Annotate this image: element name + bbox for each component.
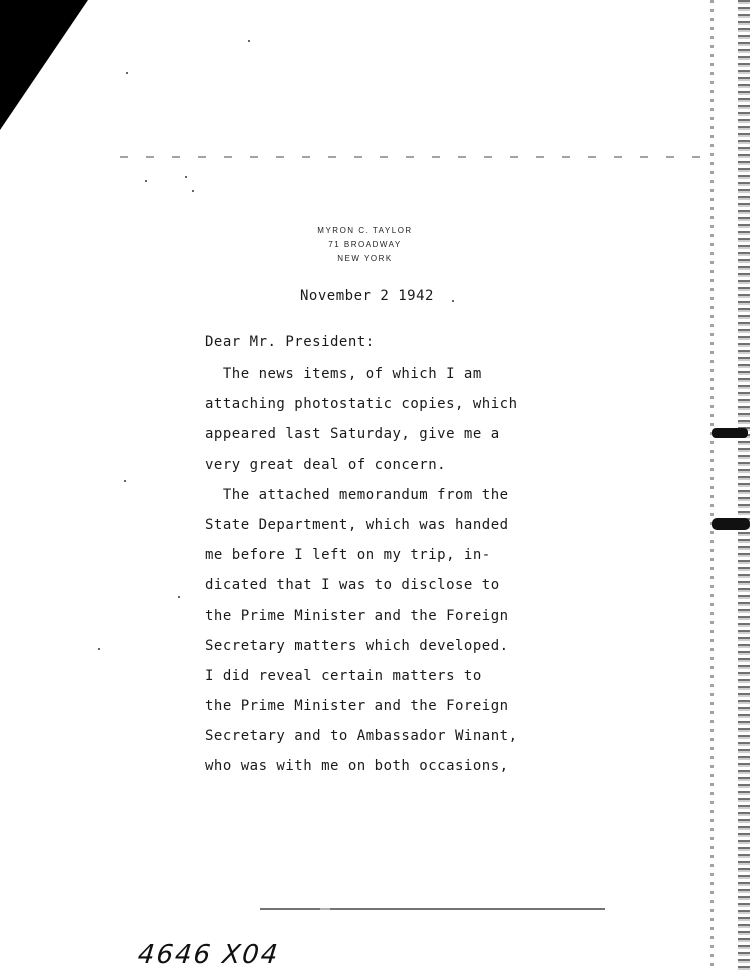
body-line: the Prime Minister and the Foreign: [205, 698, 509, 715]
scan-speck: [126, 72, 128, 74]
body-line: Secretary and to Ambassador Winant,: [205, 728, 518, 745]
letter-body: [205, 364, 518, 787]
body-line: dicated that I was to disclose to: [205, 577, 500, 594]
body-line: State Department, which was handed: [205, 516, 509, 533]
letterhead-name: MYRON C. TAYLOR: [317, 226, 413, 235]
bottom-rule: [260, 908, 605, 910]
body-line: Secretary matters which developed.: [205, 637, 509, 654]
body-line: The news items, of which I am: [205, 366, 482, 382]
scan-edge-mark: [712, 428, 748, 438]
letterhead: [290, 224, 440, 266]
scan-edge-mark: [712, 518, 750, 530]
letterhead-address: 71 BROADWAY: [328, 240, 402, 249]
body-line: me before I left on my trip, in-: [205, 547, 491, 564]
scan-edge-strip: [710, 0, 714, 972]
salutation: Dear Mr. President:: [205, 334, 375, 350]
scan-edge-strip: [738, 0, 750, 972]
scan-speck: [192, 190, 194, 192]
body-line: very great deal of concern.: [205, 456, 447, 473]
body-line: the Prime Minister and the Foreign: [205, 607, 509, 624]
body-line: I did reveal certain matters to: [205, 667, 482, 684]
scan-speck: [98, 648, 100, 650]
body-line: who was with me on both occasions,: [205, 758, 509, 775]
scan-fold-line: [120, 156, 710, 158]
scan-speck: [145, 180, 147, 182]
letter-date: November 2 1942: [300, 288, 434, 304]
body-line: The attached memorandum from the: [205, 486, 509, 503]
scan-speck: [248, 40, 250, 42]
handwritten-note: 4646 X04: [136, 940, 281, 970]
body-line: appeared last Saturday, give me a: [205, 426, 500, 443]
body-line: attaching photostatic copies, which: [205, 396, 518, 413]
scan-corner-shadow: [0, 0, 88, 130]
scan-speck: [178, 596, 180, 598]
letterhead-city: NEW YORK: [337, 254, 393, 263]
scan-speck: [124, 480, 126, 482]
scan-speck: [452, 300, 454, 302]
scan-speck: [185, 176, 187, 178]
